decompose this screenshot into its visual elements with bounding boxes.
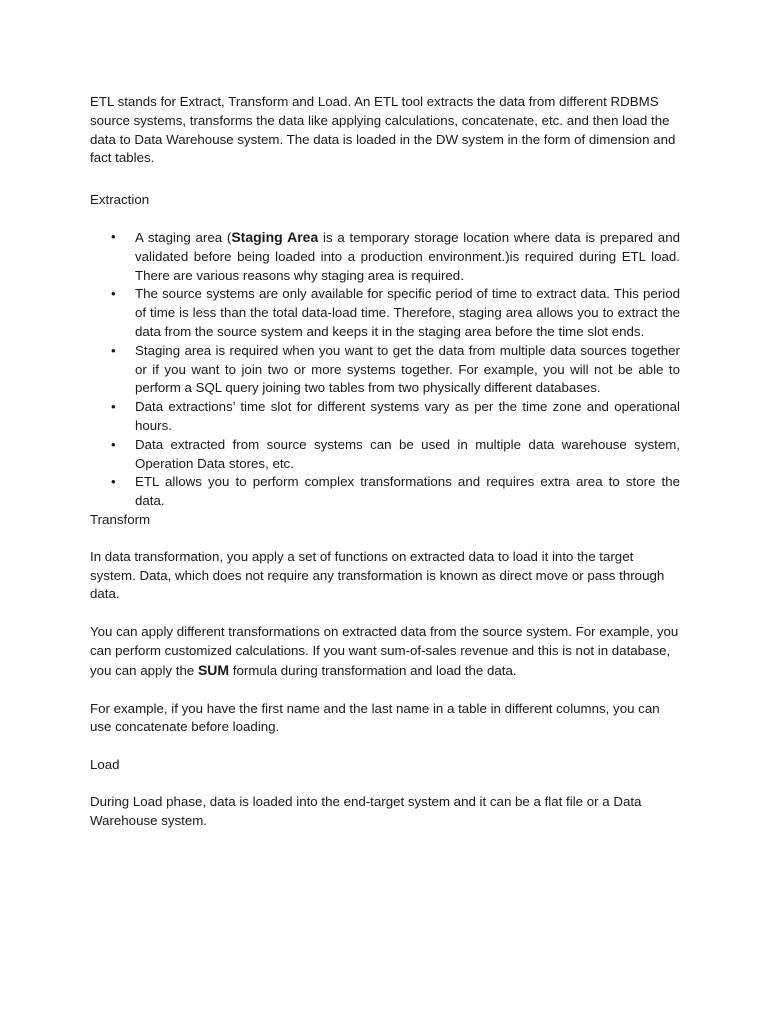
list-item — [90, 228, 680, 285]
extraction-list — [90, 228, 680, 511]
list-item — [90, 473, 680, 511]
list-item-text: Staging area is required when you want to get the data from multiple data sources together or if you want to join two or more systems together. For example, you will not be able to perform a SQL query joining two tables from two physically different databases. — [135, 342, 680, 396]
list-item — [90, 398, 680, 436]
paragraph-prefix: You can apply different transformations on extracted data from the source system. For example, you can perform customized calculations. If you want sum-of-sales revenue and this is not in database, you can apply the — [90, 624, 679, 678]
list-item-text: The source systems are only available for specific period of time to extract data. This period of time is less than the total data-load time. Therefore, staging area allows you to extract the data from the source system and keeps it in the staging area before the time slot ends. — [135, 286, 680, 339]
list-item — [90, 285, 680, 341]
bullet-icon: • — [111, 228, 116, 244]
bullet-icon: • — [111, 286, 116, 302]
bullet-icon: • — [111, 399, 116, 415]
transform-heading: Transform — [90, 511, 151, 527]
list-item — [90, 342, 680, 398]
document-page — [90, 93, 680, 850]
list-item-text: Data extractions’ time slot for different systems vary as per the time zone and operational hours. — [135, 399, 680, 433]
list-item-prefix: A staging area ( — [135, 229, 232, 245]
bullet-icon: • — [111, 342, 116, 358]
transform-paragraph-3: For example, if you have the first name and the last name in a table in different columns, you can use concatenate before loading. — [90, 700, 660, 735]
staging-area-term: Staging Area — [231, 228, 319, 245]
list-item-suffix: is a temporary storage location where data is prepared and validated before being loaded into a production environment.)is required during ETL load. There are various reasons why staging area is required. — [135, 229, 680, 283]
sum-term: SUM — [197, 661, 230, 678]
transform-paragraph-2 — [90, 623, 680, 680]
intro-paragraph: ETL stands for Extract, Transform and Load. An ETL tool extracts the data from different RDBMS source systems, transforms the data like applying calculations, concatenate, etc. and then load the data to Data Warehouse system. The data is loaded in the DW system in the form of dimension and fact tables. — [90, 94, 676, 166]
transform-paragraph-1: In data transformation, you apply a set of functions on extracted data to load it into the target system. Data, which does not require any transformation is known as direct move or pass through data. — [90, 548, 665, 602]
load-paragraph-1: During Load phase, data is loaded into the end-target system and it can be a flat file or a Data Warehouse system. — [90, 793, 642, 828]
bullet-icon: • — [111, 436, 116, 452]
list-item — [90, 436, 680, 474]
list-item-text: ETL allows you to perform complex transformations and requires extra area to store the data. — [135, 474, 680, 509]
list-item-text: Data extracted from source systems can be used in multiple data warehouse system, Operation Data stores, etc. — [135, 436, 680, 471]
paragraph-suffix: formula during transformation and load the data. — [229, 662, 517, 678]
load-heading: Load — [90, 757, 120, 773]
bullet-icon: • — [111, 474, 116, 490]
extraction-heading: Extraction — [90, 192, 150, 208]
